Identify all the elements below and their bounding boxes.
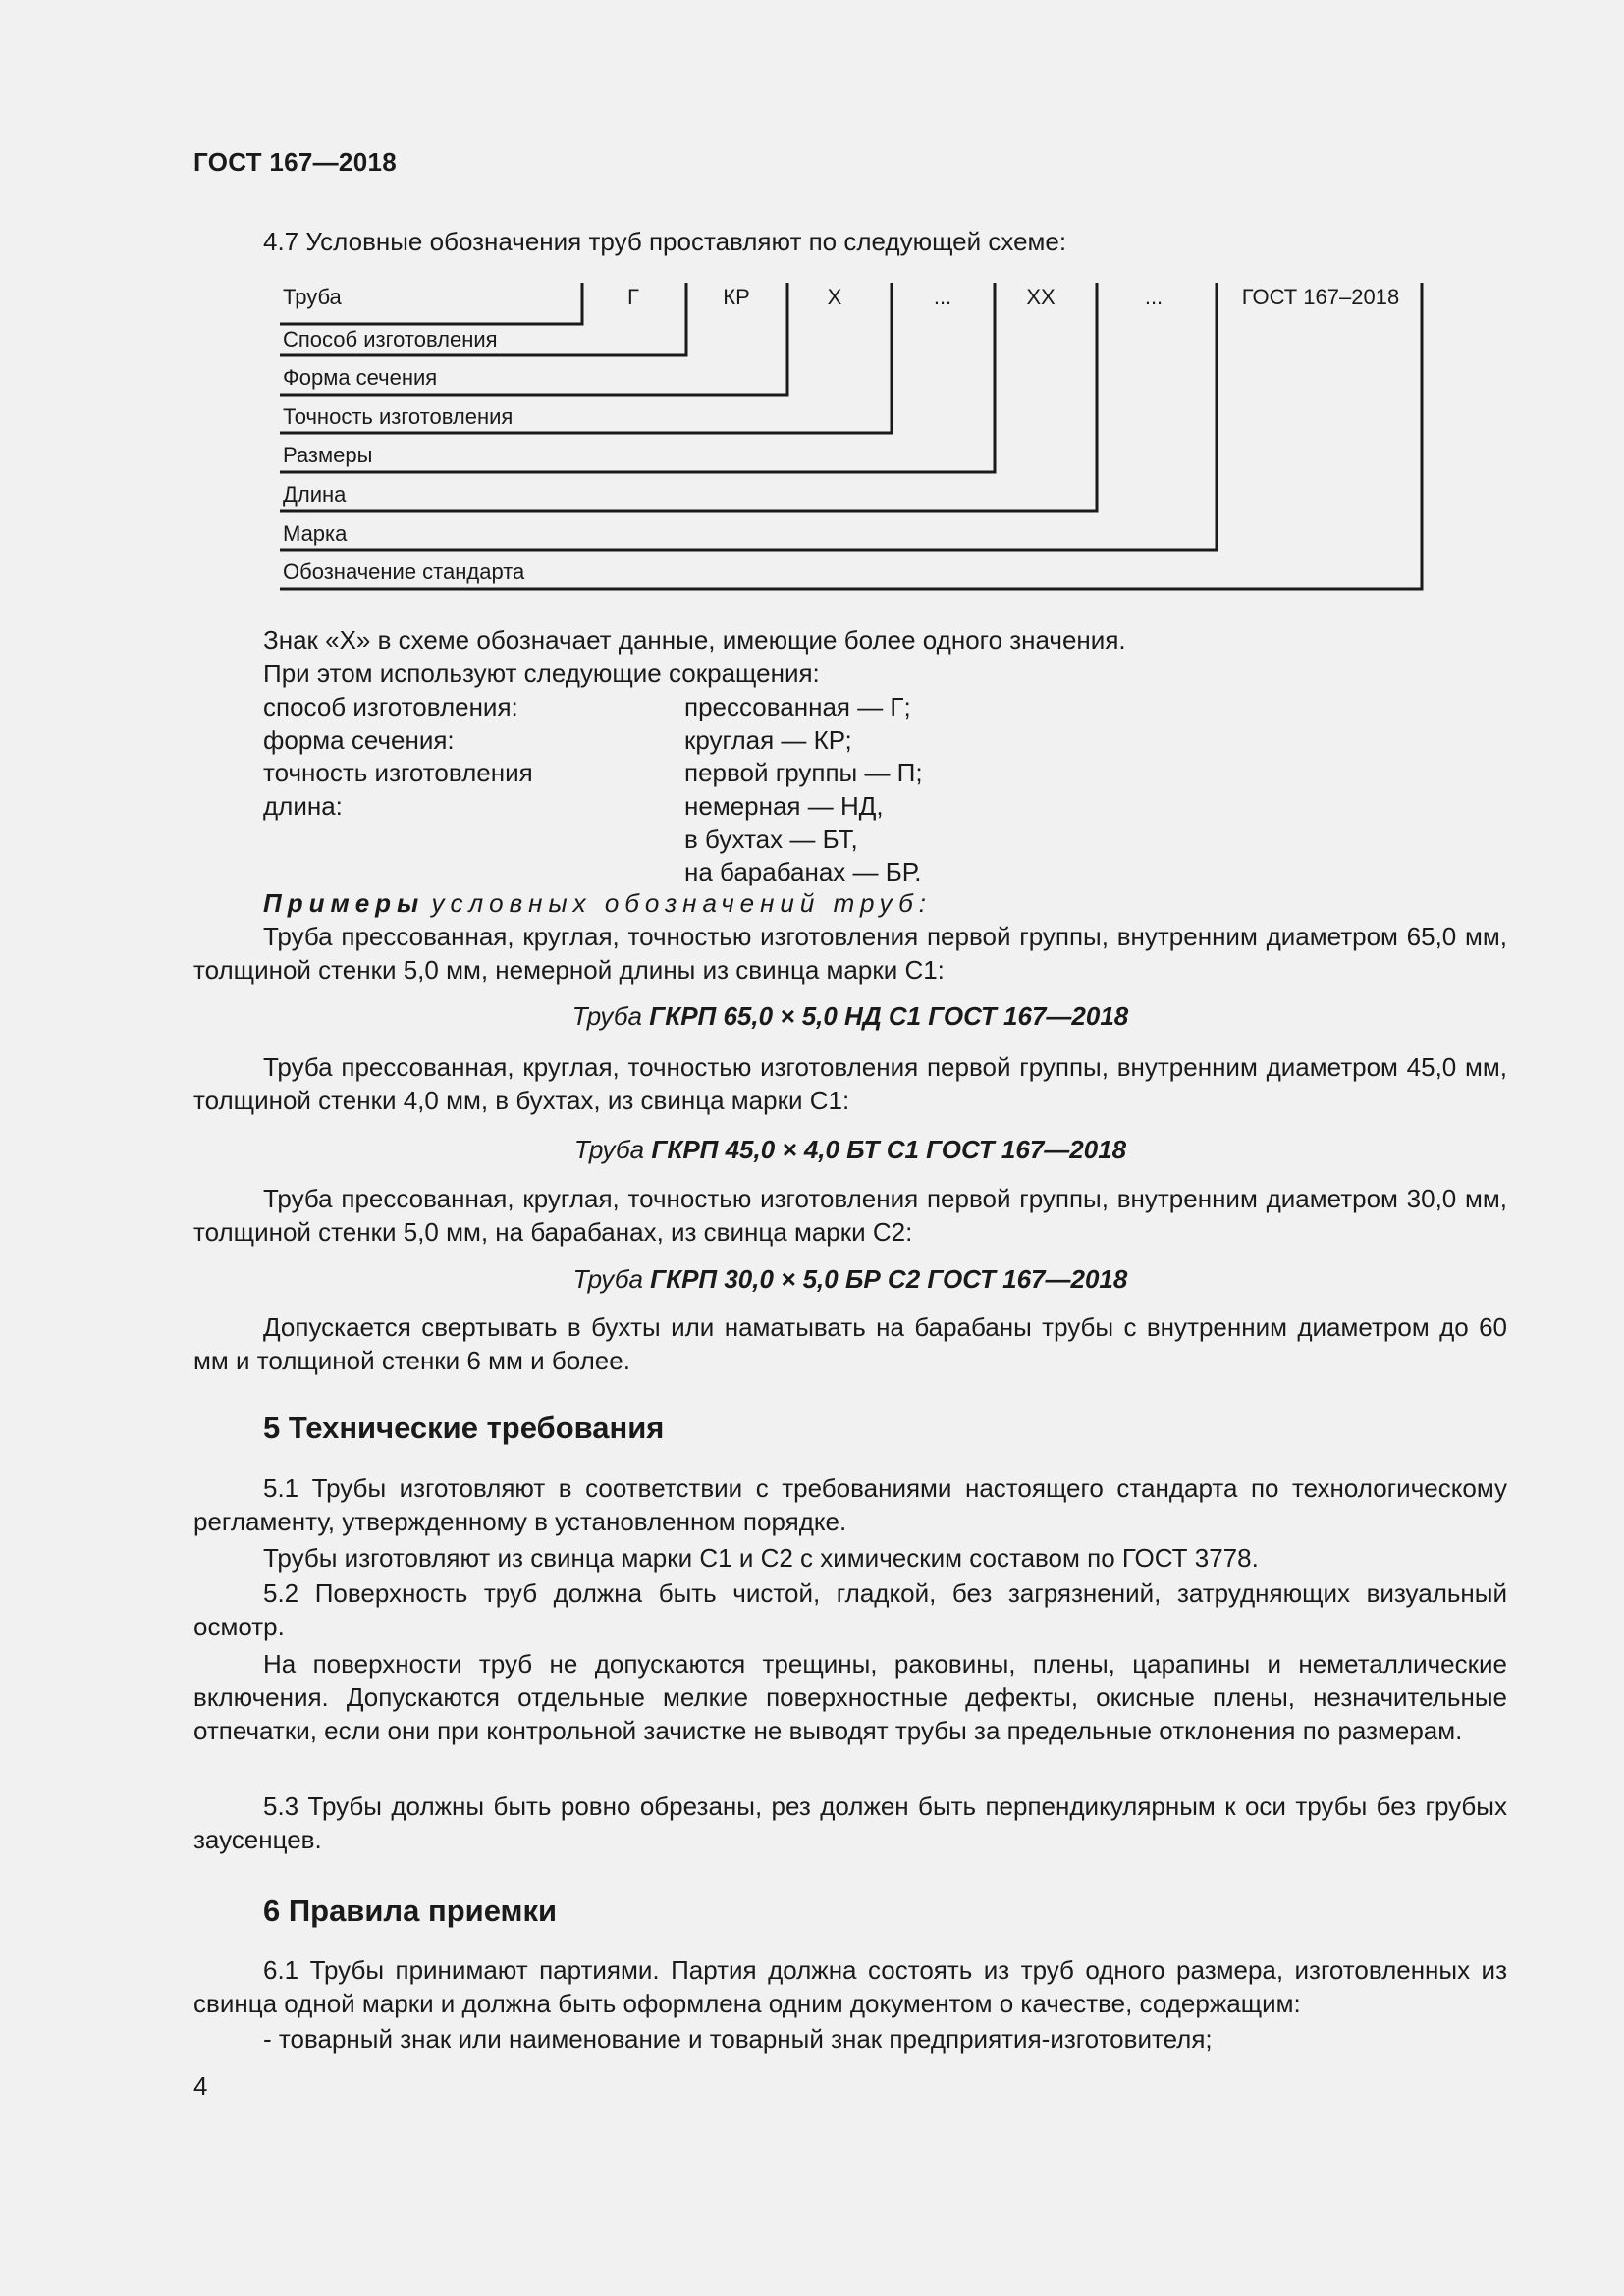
abbr-key-shape: форма сечения: [263,725,455,755]
abbr-val-method: прессованная — Г; [684,692,911,721]
abbr-val-length-bt: в бухтах — БТ, [684,825,858,854]
scheme-code-standard: ГОСТ 167–2018 [1241,285,1400,309]
example-2-text: Труба прессованная, круглая, точностью изготовления первой группы, внутренним диаметром 45,0 мм, толщиной стенки 4,0 мм, в бухтах, из свинца марки С1: [193,1052,1507,1115]
examples-heading-rest: условных обозначений труб [431,888,919,918]
abbr-val-length-nd: немерная — НД, [684,791,884,821]
para-5-3: 5.3 Трубы должны быть ровно обрезаны, рез должен быть перпендикулярным к оси трубы без грубых заусенцев. [193,1791,1507,1854]
scheme-code-xx: ХХ [1026,285,1056,309]
scheme-code-ellipsis-2: ... [1144,285,1164,309]
abbr-key-method: способ изготовления: [263,692,518,721]
scheme-label-section-shape: Форма сечения [283,365,438,390]
example-3-text: Труба прессованная, круглая, точностью изготовления первой группы, внутренним диаметром 30,0 мм, толщиной стенки 5,0 мм, на барабанах, из свинца марки С2: [193,1184,1507,1247]
scheme-code-ellipsis-1: ... [933,285,952,309]
abbr-val-shape: круглая — КР; [684,725,852,755]
section-4-7-intro: 4.7 Условные обозначения труб проставляют по следующей схеме: [263,227,1067,256]
allow-paragraph: Допускается свертывать в бухты или наматывать на барабаны трубы с внутренним диаметром до 60 мм и толщиной стенки 6 мм и более. [193,1312,1507,1375]
examples-heading-colon: : [918,888,926,918]
para-5-2: 5.2 Поверхность труб должна быть чистой, гладкой, без загрязнений, затрудняющих визуальный осмотр. [193,1578,1507,1641]
scheme-label-method: Способ изготовления [283,327,498,351]
example-2-designation: Труба ГКРП 45,0 × 4,0 БТ С1 ГОСТ 167—2018 [573,1135,1127,1164]
list-item-trademark: - товарный знак или наименование и товарный знак предприятия-изготовителя; [263,2024,1213,2054]
scheme-code-x: Х [827,285,842,309]
examples-heading-bold: Примеры [263,888,425,918]
abbr-val-precision: первой группы — П; [684,758,923,787]
scheme-label-length: Длина [283,482,347,507]
note-x-sign: Знак «Х» в схеме обозначает данные, имеющие более одного значения. [263,625,1126,655]
section-6-title: 6 Правила приемки [263,1894,558,1928]
abbr-key-precision: точность изготовления [263,758,533,787]
abbr-val-length-br: на барабанах — БР. [684,857,922,886]
page-number: 4 [193,2071,208,2101]
examples-heading [263,886,926,920]
scheme-label-grade: Марка [283,521,348,546]
abbr-key-length: длина: [263,791,343,821]
scheme-label-standard: Обозначение стандарта [283,560,525,584]
section-5-title: 5 Технические требования [263,1411,665,1445]
example-1-designation: Труба ГКРП 65,0 × 5,0 НД С1 ГОСТ 167—2018 [571,1001,1129,1031]
scheme-code-kr: КР [723,285,750,309]
para-6-1: 6.1 Трубы принимают партиями. Партия должна состоять из труб одного размера, изготовленных из свинца одной марки и должна быть оформлена одним документом о качестве, содержащим: [193,1955,1507,2018]
para-5-1: 5.1 Трубы изготовляют в соответствии с требованиями настоящего стандарта по технологическому регламенту, утвержденному в установленном порядке. [193,1473,1507,1536]
para-5-2-b: На поверхности труб не допускаются трещины, раковины, плены, царапины и неметаллические включения. Допускаются отдельные мелкие поверхностные дефекты, окисные плены, незначительные отпечатки, если они при контрольной зачистке не выводят трубы за предельные отклонения по размерам. [193,1649,1507,1745]
note-abbreviations: При этом используют следующие сокращения: [263,659,820,688]
scheme-label-pipe: Труба [283,285,342,309]
para-5-1-b: Трубы изготовляют из свинца марки С1 и С2 с химическим составом по ГОСТ 3778. [263,1543,1259,1573]
example-1-text: Труба прессованная, круглая, точностью изготовления первой группы, внутренним диаметром 65,0 мм, толщиной стенки 5,0 мм, немерной длины из свинца марки С1: [193,922,1507,985]
scheme-label-sizes: Размеры [283,443,373,467]
scheme-code-g: Г [627,285,639,309]
scheme-label-precision: Точность изготовления [283,404,514,429]
document-header: ГОСТ 167—2018 [193,147,397,177]
example-3-designation: Труба ГКРП 30,0 × 5,0 БР С2 ГОСТ 167—2018 [572,1264,1128,1294]
